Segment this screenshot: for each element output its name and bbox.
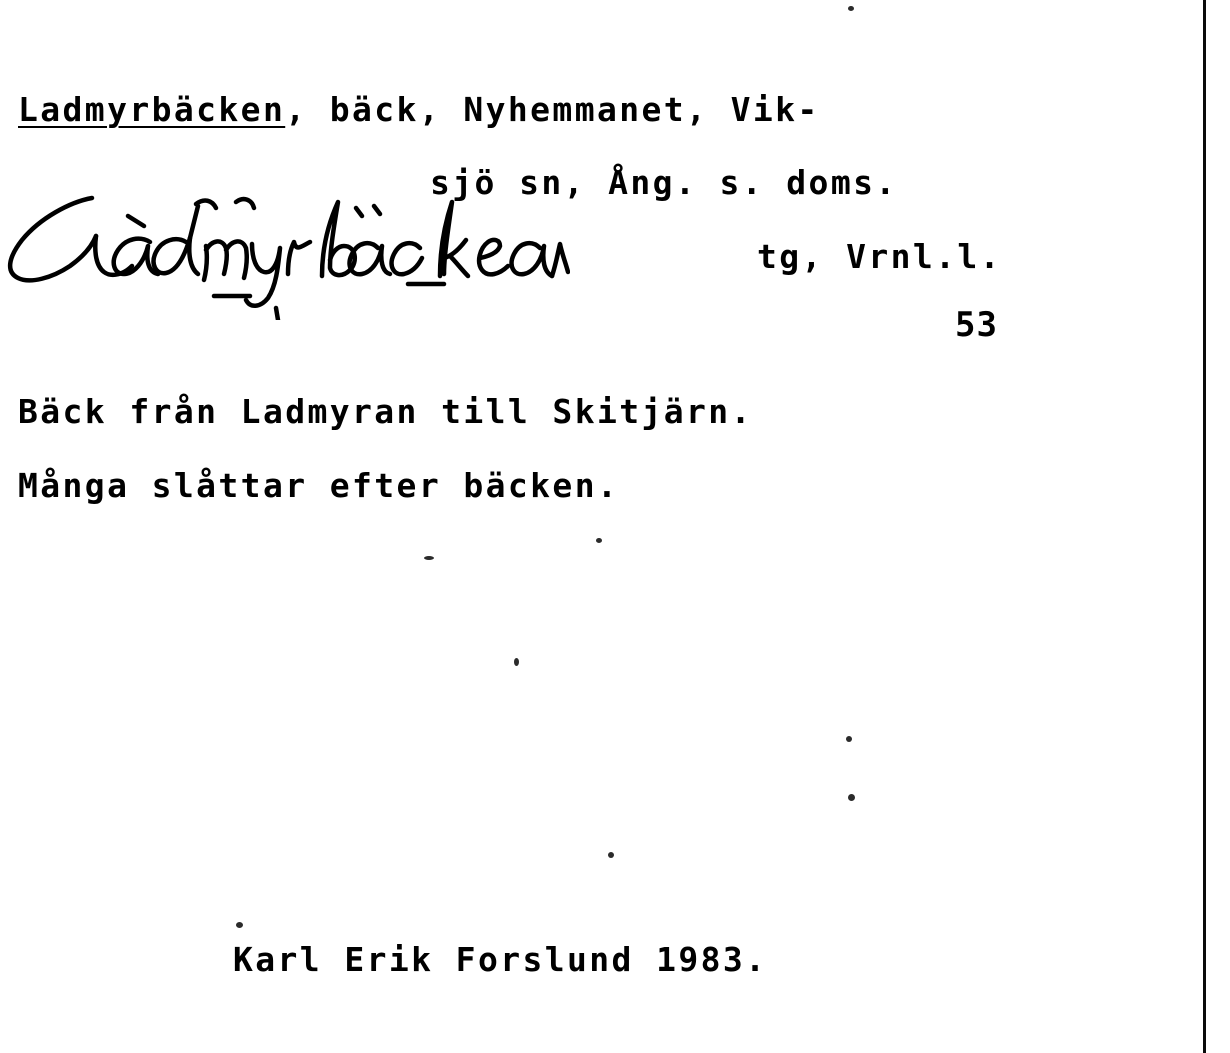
description-line-1: Bäck från Ladmyran till Skitjärn. xyxy=(18,392,753,431)
scan-speck xyxy=(514,658,519,666)
scan-speck xyxy=(424,556,434,560)
headword-line xyxy=(18,90,820,129)
card-number: 53 xyxy=(955,305,998,345)
scan-speck xyxy=(596,538,602,543)
district-line: tg, Vrnl.l. xyxy=(757,237,1002,276)
card-edge-rule xyxy=(1203,0,1206,1053)
location-line: sjö sn, Ång. s. doms. xyxy=(430,163,898,202)
scan-speck xyxy=(846,736,852,742)
signature-line: Karl Erik Forslund 1983. xyxy=(233,940,768,979)
scan-speck xyxy=(608,852,614,858)
scan-speck xyxy=(236,922,243,928)
scan-speck xyxy=(848,794,855,801)
handwritten-annotation xyxy=(0,180,570,320)
headword-line-rest: , bäck, Nyhemmanet, Vik- xyxy=(285,90,820,129)
headword-term: Ladmyrbäcken xyxy=(18,90,286,129)
scan-speck xyxy=(848,6,854,11)
description-line-2: Många slåttar efter bäcken. xyxy=(18,466,620,505)
